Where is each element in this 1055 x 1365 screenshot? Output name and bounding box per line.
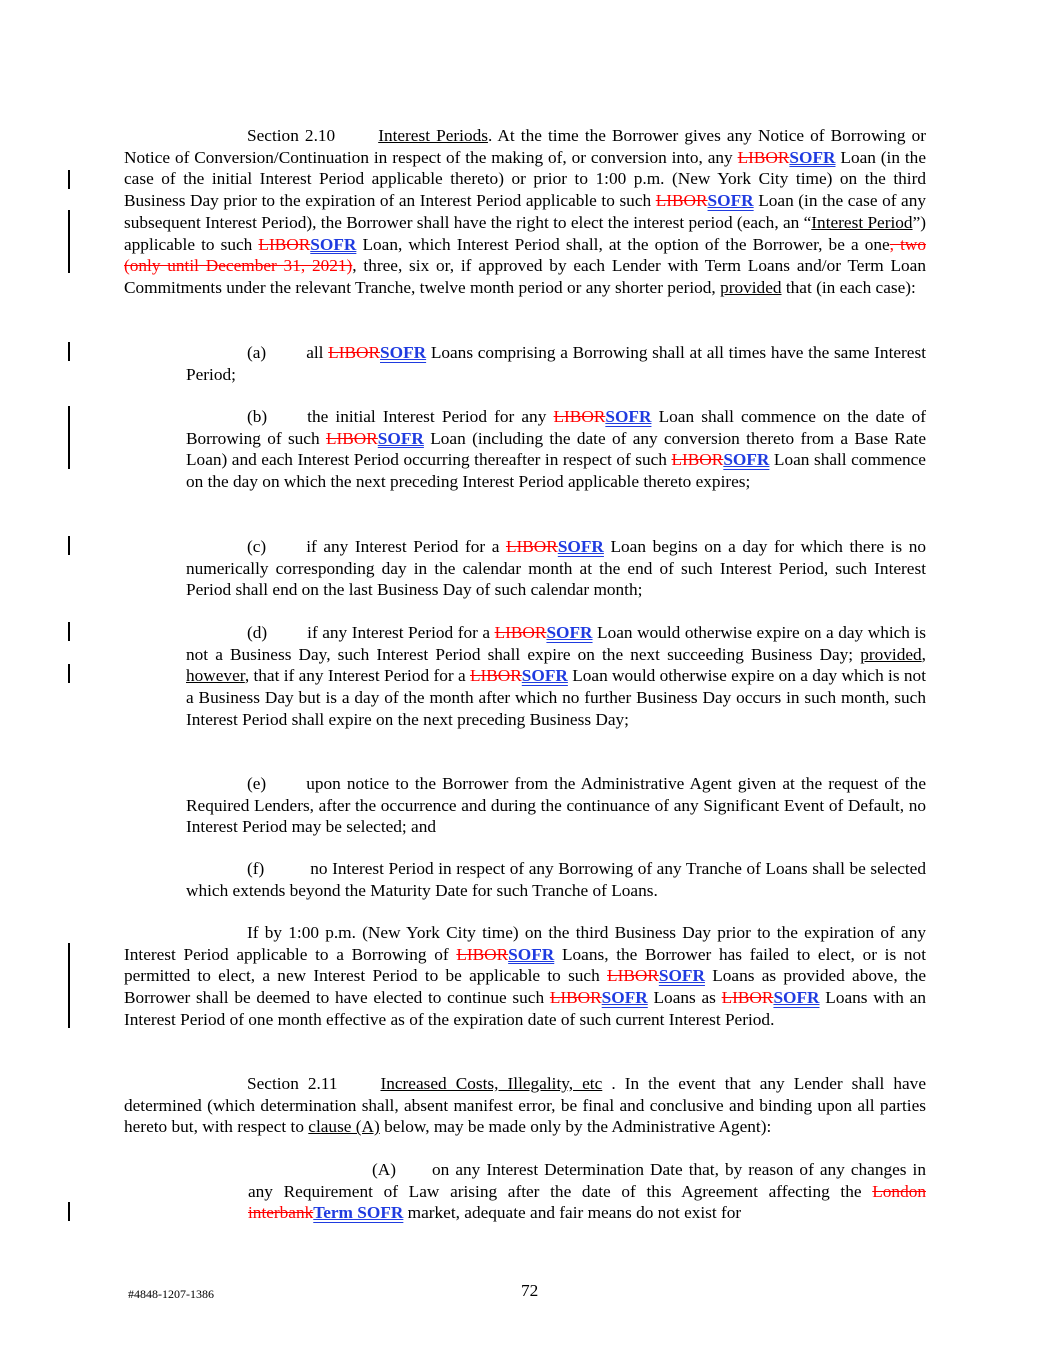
- clause-reference: clause (A): [308, 1117, 380, 1137]
- provided-term: provided: [720, 277, 782, 297]
- clause-f: (f) no Interest Period in respect of any Borrowing of any Tranche of Loans shall be selected which extends beyond the Maturity Date for such Tranche of Loans.: [186, 859, 926, 900]
- provided-term: provided: [860, 644, 922, 664]
- defined-term: Interest Period: [811, 212, 913, 232]
- deleted-term: LIBOR: [553, 407, 606, 426]
- inserted-term: SOFR: [380, 343, 427, 362]
- deleted-term: LIBOR: [469, 666, 522, 686]
- change-bar: [68, 210, 70, 273]
- clause-label: (f): [247, 859, 265, 878]
- section-heading: Interest Periods: [378, 126, 488, 145]
- deleted-term: LIBOR: [655, 191, 708, 211]
- clause-label: (b): [247, 407, 268, 426]
- inserted-term: SOFR: [789, 147, 836, 167]
- section-label: Section 2.10: [247, 126, 336, 145]
- section-heading: Increased Costs, Illegality, etc: [380, 1074, 603, 1093]
- clause-b: (b) the initial Interest Period for any LIBORSOFR Loan shall commence on the date of Borrowing of such LIBORSOFR Loan (including the date of any conversion thereto from a Base Rate Loan) and each Interest Period occurring thereafter in respect of such LIBORSOFR Loan shall commence on the day on which the next preceding Interest Period applicable thereto expires;: [186, 407, 927, 492]
- if-by-paragraph: If by 1:00 p.m. (New York City time) on the third Business Day prior to the expiration of any Interest Period applicable to a Borrowing of LIBORSOFR Loans, the Borrower has failed to elect, or is not permitted to elect, a new Interest Period to be applicable to such LIBORSOFR Loans as provided above, the Borrower shall be deemed to have elected to continue such LIBORSOFR Loans as LIBORSOFR Loans with an Interest Period of one month effective as of the expiration date of such current Interest Period.: [124, 923, 927, 1029]
- however-term: however: [186, 666, 245, 686]
- inserted-term: SOFR: [310, 234, 357, 254]
- section-2-10-paragraph: Section 2.10 Interest Periods. At the time the Borrower gives any Notice of Borrowing or Notice of Conversion/Continuation in respect of the making of, or conversion into, any LIBORSOFR Loan (in the case of the initial Interest Period applicable thereto) or prior to 1:00 p.m. (New York City time) on the third Business Day prior to the expiration of an Interest Period applicable to such LIBORSOFR Loan (in the case of any subsequent Interest Period), the Borrower shall have the right to elect the interest period (each, an “Interest Period”) applicable to such LIBORSOFR Loan, which Interest Period shall, at the option of the Borrower, be a one, two (only until December 31, 2021), three, six or, if approved by each Lender with Term Loans and/or Term Loan Commitments under the relevant Tranche, twelve month period or any shorter period, provided that (in each case):: [124, 126, 927, 297]
- clause-a: (a) all LIBORSOFR Loans comprising a Borrowing shall at all times have the same Interest Period;: [186, 343, 926, 384]
- clause-d: (d) if any Interest Period for a LIBORSOFR Loan would otherwise expire on a day which is not a Business Day, such Interest Period shall expire on the next succeeding Business Day; provided, however, that if any Interest Period for a LIBORSOFR Loan would otherwise expire on a day which is not a Business Day but is a day of the month after which no further Business Day occurs in such month, such Interest Period shall expire on the next preceding Business Day;: [186, 623, 927, 729]
- change-bar: [68, 536, 70, 555]
- change-bar: [68, 664, 70, 683]
- change-bar: [68, 1202, 70, 1221]
- clause-A: (A) on any Interest Determination Date that, by reason of any changes in any Requirement of Law arising after the date of this Agreement affecting the London interbankTerm SOFR market, adequate and fair means do not exist for: [248, 1160, 926, 1223]
- deleted-term: LIBOR: [505, 537, 558, 556]
- clause-c: (c) if any Interest Period for a LIBORSOFR Loan begins on a day for which there is no numerically corresponding day in the calendar month at the end of such Interest Period, such Interest Period shall end on the last Business Day of such calendar month;: [186, 537, 927, 600]
- change-bar: [68, 342, 70, 361]
- change-bar: [68, 170, 70, 189]
- inserted-term: SOFR: [601, 988, 648, 1008]
- deleted-text: , two (only until December 31, 2021): [124, 234, 927, 276]
- deleted-term: LIBOR: [325, 428, 378, 448]
- deleted-term: LIBOR: [456, 944, 509, 964]
- change-bar: [68, 406, 70, 469]
- deleted-term: LIBOR: [607, 966, 659, 986]
- clause-label: (A): [372, 1160, 396, 1179]
- inserted-term: SOFR: [546, 623, 593, 642]
- deleted-term: LIBOR: [721, 988, 774, 1008]
- deleted-term: LIBOR: [494, 623, 547, 642]
- inserted-term: SOFR: [707, 191, 754, 211]
- clause-label: (a): [247, 343, 267, 362]
- inserted-term: SOFR: [773, 988, 820, 1008]
- inserted-text: Term SOFR: [313, 1203, 404, 1223]
- inserted-term: SOFR: [658, 966, 705, 986]
- deleted-term: LIBOR: [258, 234, 311, 254]
- inserted-term: SOFR: [557, 537, 604, 556]
- deleted-text: London interbank: [248, 1181, 926, 1223]
- section-label: Section 2.11: [247, 1074, 338, 1093]
- clause-e: (e) upon notice to the Borrower from the Administrative Agent given at the request of the Required Lenders, after the occurrence and during the continuance of any Significant Event of Default, no Interest Period may be selected; and: [186, 774, 926, 837]
- document-id: #4848-1207-1386: [128, 1287, 214, 1301]
- deleted-term: LIBOR: [328, 343, 381, 362]
- change-bar: [68, 943, 70, 1028]
- inserted-term: SOFR: [605, 407, 652, 426]
- clause-label: (c): [247, 537, 267, 556]
- section-2-11-paragraph: Section 2.11 Increased Costs, Illegality, etc . In the event that any Lender shall have determined (which determination shall, absent manifest error, be final and conclusive and binding upon all parties hereto but, with respect to clause (A) below, may be made only by the Administrative Agent):: [124, 1074, 926, 1137]
- deleted-term: LIBOR: [671, 450, 724, 470]
- inserted-term: SOFR: [723, 450, 770, 470]
- clause-label: (e): [247, 774, 267, 793]
- clause-label: (d): [247, 623, 268, 642]
- deleted-term: LIBOR: [549, 988, 602, 1008]
- inserted-term: SOFR: [377, 428, 424, 448]
- change-bar: [68, 622, 70, 641]
- inserted-term: SOFR: [508, 944, 555, 964]
- deleted-term: LIBOR: [737, 147, 790, 167]
- inserted-term: SOFR: [521, 666, 568, 686]
- page-number: 72: [521, 1281, 539, 1300]
